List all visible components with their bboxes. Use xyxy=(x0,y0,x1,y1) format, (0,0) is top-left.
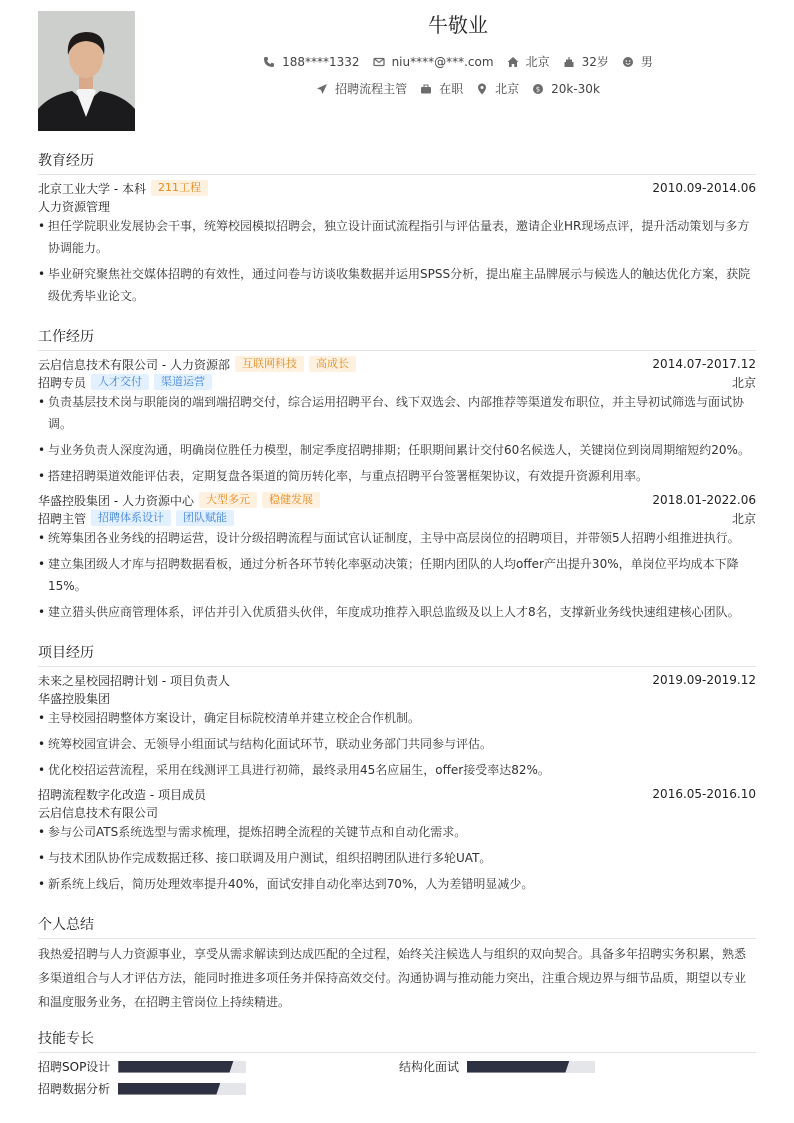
skill-bar-fill xyxy=(118,1061,233,1073)
target-position-item xyxy=(316,80,407,97)
job-header-row xyxy=(38,355,756,373)
education-date: 2010.09-2014.06 xyxy=(652,181,756,195)
project-bullet: • 主导校园招聘整体方案设计，确定目标院校清单并建立校企合作机制。 xyxy=(38,707,756,729)
target-position-text: 招聘流程主管 xyxy=(335,82,408,96)
city-item xyxy=(507,53,550,70)
job-city: 北京 xyxy=(731,375,756,390)
project-name: 招聘流程数字化改造 - 项目成员 xyxy=(38,787,206,802)
job-role: 招聘专员 xyxy=(38,375,87,390)
company-tag: 大型多元 xyxy=(199,492,257,508)
send-icon xyxy=(316,83,328,95)
major-text: 人力资源管理 xyxy=(38,200,111,214)
skills-section-title: 技能专长 xyxy=(38,1028,756,1053)
gender-item xyxy=(622,53,653,70)
job-intent-row xyxy=(200,80,716,97)
summary-section-title: 个人总结 xyxy=(38,914,756,939)
project-header-row xyxy=(38,785,756,803)
project-bullet: • 参与公司ATS系统选型与需求梳理，提炼招聘全流程的关键节点和自动化需求。 xyxy=(38,821,756,843)
skill-name: 招聘数据分析 xyxy=(38,1082,111,1096)
project-org: 华盛控股集团 xyxy=(38,692,111,706)
phone-icon xyxy=(263,56,275,68)
company-tag: 高成长 xyxy=(309,356,356,372)
skill-bar xyxy=(118,1083,246,1095)
project-date: 2016.05-2016.10 xyxy=(652,787,756,801)
project-bullet: • 新系统上线后，简历处理效率提升40%，面试安排自动化率达到70%，人为差错明显减少。 xyxy=(38,873,756,895)
job-role-row xyxy=(38,373,756,391)
school-tag: 211工程 xyxy=(151,180,208,196)
project-bullet: • 统筹校园宣讲会、无领导小组面试与结构化面试环节，联动业务部门共同参与评估。 xyxy=(38,733,756,755)
company-tag: 互联网科技 xyxy=(235,356,304,372)
svg-text:$: $ xyxy=(535,85,541,94)
salary-text: 20k-30k xyxy=(551,81,600,96)
contact-info-row xyxy=(200,53,716,70)
target-city-text: 北京 xyxy=(495,82,520,96)
project-date: 2019.09-2019.12 xyxy=(652,673,756,687)
project-header-row xyxy=(38,671,756,689)
job-date: 2018.01-2022.06 xyxy=(652,493,756,507)
city-text: 北京 xyxy=(525,55,550,69)
cake-icon xyxy=(563,56,575,68)
company-name: 云启信息技术有限公司 - 人力资源部 xyxy=(38,357,230,372)
job-city: 北京 xyxy=(731,511,756,526)
status-item xyxy=(420,80,463,97)
skill-item xyxy=(38,1080,246,1097)
job-header-row xyxy=(38,491,756,509)
project-bullet: • 与技术团队协作完成数据迁移、接口联调及用户测试，组织招聘团队进行多轮UAT。 xyxy=(38,847,756,869)
skill-name: 结构化面试 xyxy=(399,1060,460,1074)
skill-item xyxy=(38,1058,246,1075)
education-bullet: • 毕业研究聚焦社交媒体招聘的有效性，通过问卷与访谈收集数据并运用SPSS分析，提出雇主品牌展示与候选人的触达优化方案，获院级优秀毕业论文。 xyxy=(38,263,756,307)
age-text: 32岁 xyxy=(581,55,609,69)
home-icon xyxy=(507,56,519,68)
education-bullet: • 担任学院职业发展协会干事，统筹校园模拟招聘会，独立设计面试流程指引与评估量表，邀请企业HR现场点评，提升活动策划与多方协调能力。 xyxy=(38,215,756,259)
skill-bar-fill xyxy=(118,1083,220,1095)
salary-item xyxy=(532,82,600,96)
education-section-title: 教育经历 xyxy=(38,150,756,175)
job-bullet: • 建立猎头供应商管理体系，评估并引入优质猎头伙伴，年度成功推荐入职总监级及以上人才8名，支撑新业务线快速组建核心团队。 xyxy=(38,601,756,623)
skill-bar xyxy=(118,1061,246,1073)
role-tag: 招聘体系设计 xyxy=(91,510,171,526)
job-bullet: • 统筹集团各业务线的招聘运营，设计分级招聘流程与面试官认证制度，主导中高层岗位的招聘项目，并带领5人招聘小组推进执行。 xyxy=(38,527,756,549)
summary-text: 我热爱招聘与人力资源事业，享受从需求解读到达成匹配的全过程，始终关注候选人与组织的双向契合。具备多年招聘实务积累，熟悉多渠道组合与人才评估方法，能同时推进多项任务并保持高效交付。沟通协调与推动能力突出，注重合规边界与细节品质，期望以专业和温度服务业务，在招聘主管岗位上持续精进。 xyxy=(38,947,747,1009)
role-tag: 人才交付 xyxy=(91,374,149,390)
email-item xyxy=(373,55,494,69)
skill-item xyxy=(399,1058,595,1075)
candidate-name: 牛敬业 xyxy=(428,13,488,37)
job-bullet: • 搭建招聘渠道效能评估表，定期复盘各渠道的简历转化率，与重点招聘平台签署框架协议，有效提升资源利用率。 xyxy=(38,465,756,487)
project-name: 未来之星校园招聘计划 - 项目负责人 xyxy=(38,673,230,688)
school-name: 北京工业大学 - 本科 xyxy=(38,181,146,196)
phone-text: 188****1332 xyxy=(282,54,360,69)
work-section-title: 工作经历 xyxy=(38,326,756,351)
skill-name: 招聘SOP设计 xyxy=(38,1060,111,1074)
company-tag: 稳健发展 xyxy=(262,492,320,508)
job-role: 招聘主管 xyxy=(38,511,87,526)
email-text: niu****@***.com xyxy=(391,54,494,69)
skill-bar-fill xyxy=(467,1061,569,1073)
skill-bar xyxy=(467,1061,595,1073)
location-pin-icon xyxy=(476,83,488,95)
project-org: 云启信息技术有限公司 xyxy=(38,806,159,820)
mail-icon xyxy=(373,56,385,68)
gender-icon xyxy=(622,56,634,68)
projects-section-title: 项目经历 xyxy=(38,642,756,667)
job-bullet: • 负责基层技术岗与职能岗的端到端招聘交付，综合运用招聘平台、线下双选会、内部推荐等渠道发布职位，并主导初试筛选与面试协调。 xyxy=(38,391,756,435)
job-role-row xyxy=(38,509,756,527)
role-tag: 团队赋能 xyxy=(176,510,234,526)
age-item xyxy=(563,53,609,70)
company-name: 华盛控股集团 - 人力资源中心 xyxy=(38,493,194,508)
job-date: 2014.07-2017.12 xyxy=(652,357,756,371)
status-text: 在职 xyxy=(439,82,464,96)
project-bullet: • 优化校招运营流程，采用在线测评工具进行初筛，最终录用45名应届生，offer接受率达82%。 xyxy=(38,759,756,781)
job-bullet: • 与业务负责人深度沟通，明确岗位胜任力模型，制定季度招聘排期；任职期间累计交付60名候选人，关键岗位到岗周期缩短约20%。 xyxy=(38,439,756,461)
money-icon xyxy=(532,83,544,95)
briefcase-icon xyxy=(420,83,432,95)
job-bullet: • 建立集团级人才库与招聘数据看板，通过分析各环节转化率驱动决策；任期内团队的人均offer产出提升30%，单岗位平均成本下降15%。 xyxy=(38,553,756,597)
education-header-row xyxy=(38,179,756,197)
role-tag: 渠道运营 xyxy=(154,374,212,390)
gender-text: 男 xyxy=(640,55,653,69)
phone-item xyxy=(263,55,359,69)
target-city-item xyxy=(476,80,519,97)
